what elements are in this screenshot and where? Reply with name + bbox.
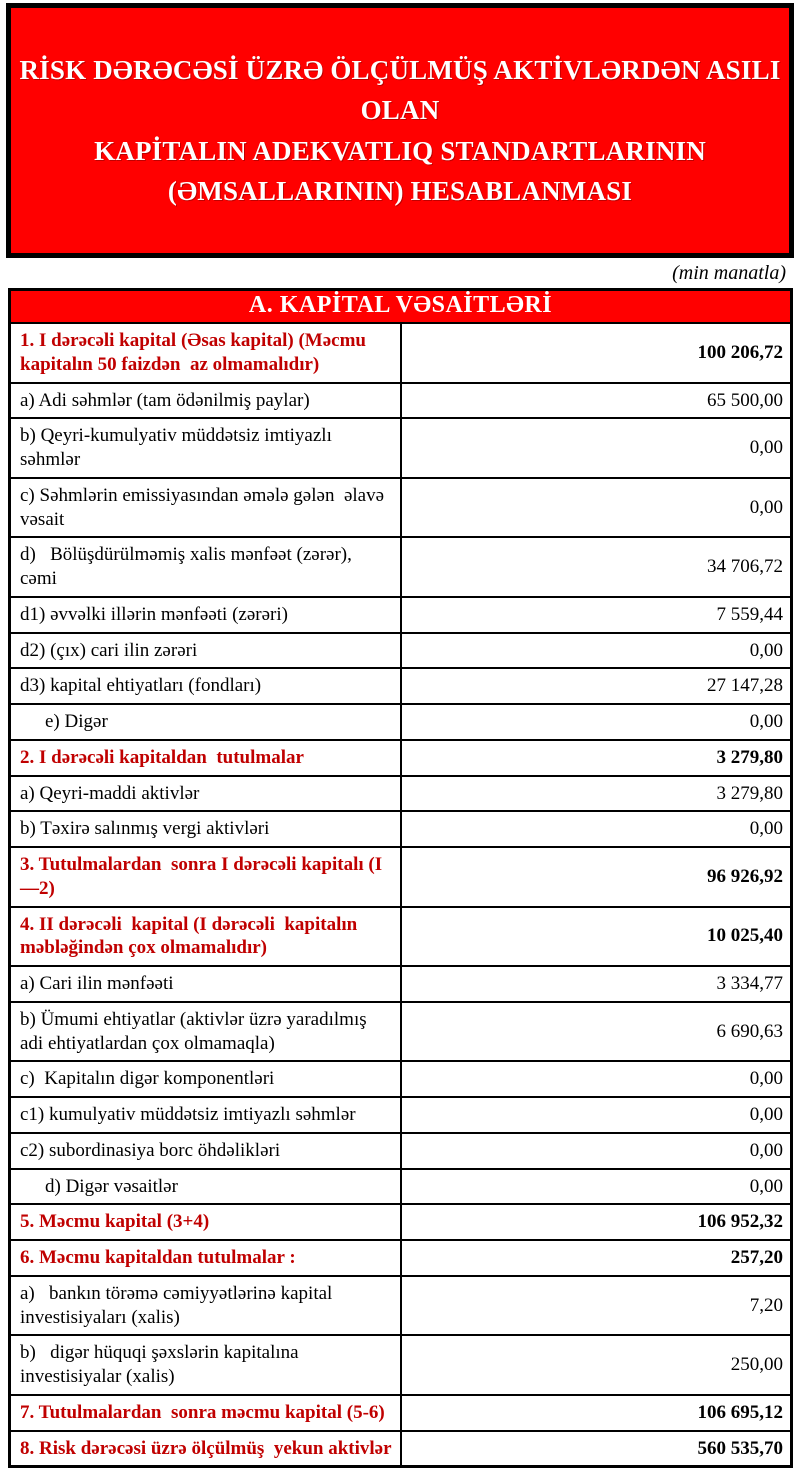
- row-label: 6. Məcmu kapitaldan tutulmalar :: [10, 1240, 401, 1276]
- row-value: 6 690,63: [401, 1002, 792, 1062]
- section-header-row: [10, 290, 792, 324]
- row-value: 0,00: [401, 1061, 792, 1097]
- title-line-2: KAPİTALIN ADEKVATLIQ STANDARTLARININ: [94, 135, 706, 166]
- row-value: 0,00: [401, 1169, 792, 1205]
- row-label: a) Cari ilin mənfəəti: [10, 966, 401, 1002]
- row-label: 8. Risk dərəcəsi üzrə ölçülmüş yekun aktivlər: [10, 1431, 401, 1467]
- title-line-1: RİSK DƏRƏCƏSİ ÜZRƏ ÖLÇÜLMÜŞ AKTİVLƏRDƏN ASILI OLAN: [19, 54, 781, 125]
- row-value: 0,00: [401, 633, 792, 669]
- table-row: [10, 1335, 792, 1395]
- row-value: 0,00: [401, 418, 792, 478]
- row-label: d) Digər vəsaitlər: [10, 1169, 401, 1205]
- row-label: b) digər hüquqi şəxslərin kapitalına investisiyalar (xalis): [10, 1335, 401, 1395]
- row-value: 7 559,44: [401, 597, 792, 633]
- table-row: [10, 537, 792, 597]
- unit-note: (min manatla): [672, 262, 786, 284]
- row-value: 0,00: [401, 478, 792, 538]
- table-row: [10, 323, 792, 383]
- table-row: [10, 633, 792, 669]
- row-label: b) Təxirə salınmış vergi aktivləri: [10, 811, 401, 847]
- row-label: a) Qeyri-maddi aktivlər: [10, 776, 401, 812]
- row-value: 100 206,72: [401, 323, 792, 383]
- row-value: 0,00: [401, 704, 792, 740]
- row-label: 4. II dərəcəli kapital (I dərəcəli kapitalın məbləğindən çox olmamalıdır): [10, 907, 401, 967]
- table-row: [10, 597, 792, 633]
- row-value: 0,00: [401, 811, 792, 847]
- row-label: e) Digər: [10, 704, 401, 740]
- table-row: [10, 478, 792, 538]
- table-row: [10, 811, 792, 847]
- row-value: 65 500,00: [401, 383, 792, 419]
- row-label: c1) kumulyativ müddətsiz imtiyazlı səhmlər: [10, 1097, 401, 1133]
- row-value: 106 952,32: [401, 1204, 792, 1240]
- table-row: [10, 847, 792, 907]
- table-row: [10, 1169, 792, 1205]
- table-row: [10, 418, 792, 478]
- row-label: b) Qeyri-kumulyativ müddətsiz imtiyazlı səhmlər: [10, 418, 401, 478]
- table-row: [10, 704, 792, 740]
- document-page: [0, 3, 800, 1459]
- table-row: [10, 966, 792, 1002]
- row-label: d) Bölüşdürülməmiş xalis mənfəət (zərər), cəmi: [10, 537, 401, 597]
- row-value: 560 535,70: [401, 1431, 792, 1467]
- row-label: a) Adi səhmlər (tam ödənilmiş paylar): [10, 383, 401, 419]
- row-value: 0,00: [401, 1133, 792, 1169]
- row-value: 10 025,40: [401, 907, 792, 967]
- row-label: 2. I dərəcəli kapitaldan tutulmalar: [10, 740, 401, 776]
- row-value: 3 279,80: [401, 740, 792, 776]
- row-value: 250,00: [401, 1335, 792, 1395]
- section-header: A. KAPİTAL VƏSAİTLƏRİ: [10, 290, 792, 324]
- table-row: [10, 668, 792, 704]
- table-row: [10, 1240, 792, 1276]
- row-value: 34 706,72: [401, 537, 792, 597]
- table-row: [10, 1276, 792, 1336]
- row-value: 3 279,80: [401, 776, 792, 812]
- table-row: [10, 1002, 792, 1062]
- title-banner: [6, 3, 794, 258]
- row-label: 1. I dərəcəli kapital (Əsas kapital) (Məcmu kapitalın 50 faizdən az olmamalıdır): [10, 323, 401, 383]
- table-row: [10, 1133, 792, 1169]
- table-row: [10, 1204, 792, 1240]
- row-value: 96 926,92: [401, 847, 792, 907]
- table-row: [10, 1097, 792, 1133]
- row-label: a) bankın törəmə cəmiyyətlərinə kapital investisiyaları (xalis): [10, 1276, 401, 1336]
- table-row: [10, 776, 792, 812]
- row-value: 0,00: [401, 1097, 792, 1133]
- table-row: [10, 383, 792, 419]
- title-line-3: (ƏMSALLARININ) HESABLANMASI: [167, 176, 633, 206]
- table-row: [10, 740, 792, 776]
- row-value: 106 695,12: [401, 1395, 792, 1431]
- row-value: 3 334,77: [401, 966, 792, 1002]
- table-row: [10, 1061, 792, 1097]
- row-label: 5. Məcmu kapital (3+4): [10, 1204, 401, 1240]
- row-label: 3. Tutulmalardan sonra I dərəcəli kapitalı (I—2): [10, 847, 401, 907]
- table-row: [10, 1395, 792, 1431]
- row-value: 27 147,28: [401, 668, 792, 704]
- row-label: d1) əvvəlki illərin mənfəəti (zərəri): [10, 597, 401, 633]
- capital-table: [8, 288, 793, 1468]
- row-label: c) Kapitalın digər komponentləri: [10, 1061, 401, 1097]
- table-row: [10, 907, 792, 967]
- table-row: [10, 1431, 792, 1467]
- row-label: 7. Tutulmalardan sonra məcmu kapital (5-6): [10, 1395, 401, 1431]
- row-label: b) Ümumi ehtiyatlar (aktivlər üzrə yaradılmış adi ehtiyatlardan çox olmamaqla): [10, 1002, 401, 1062]
- row-label: d3) kapital ehtiyatları (fondları): [10, 668, 401, 704]
- row-label: c) Səhmlərin emissiyasından əmələ gələn əlavə vəsait: [10, 478, 401, 538]
- row-value: 7,20: [401, 1276, 792, 1336]
- row-label: c2) subordinasiya borc öhdəlikləri: [10, 1133, 401, 1169]
- row-label: d2) (çıx) cari ilin zərəri: [10, 633, 401, 669]
- row-value: 257,20: [401, 1240, 792, 1276]
